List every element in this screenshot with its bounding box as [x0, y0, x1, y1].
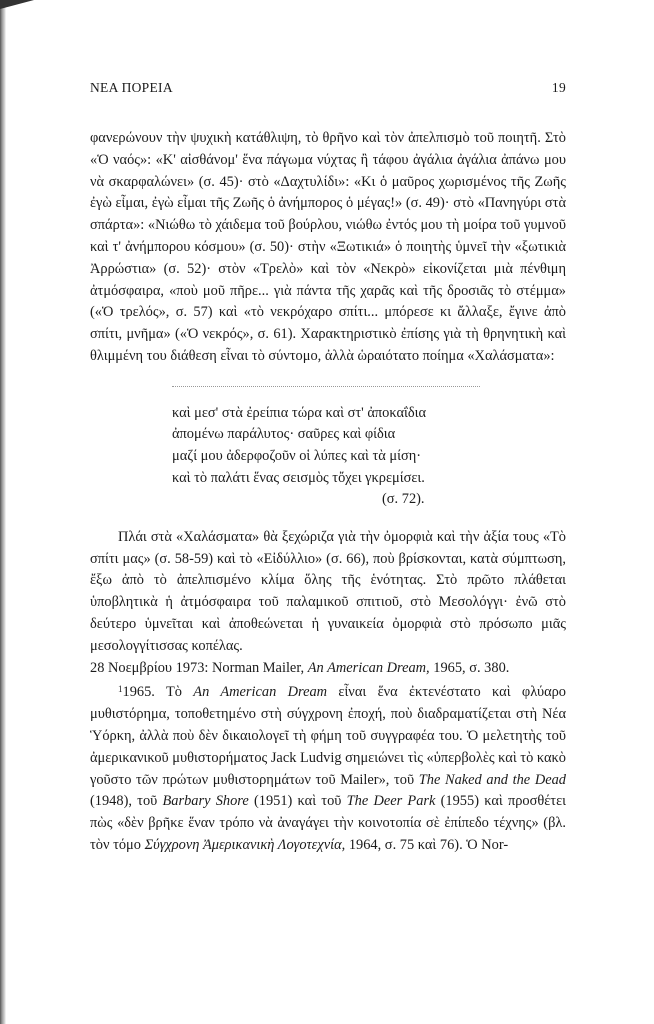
poem-line: ἀπομένω παράλυτος· σαῦρες καὶ φίδια [172, 426, 396, 443]
poem-line: καὶ τὸ παλάτι ἕνας σεισμὸς τὄχει γκρεμίσει. [172, 469, 425, 486]
footnote-italic: Barbary Shore [162, 793, 249, 810]
footnote-marker: 1 [118, 684, 123, 695]
page-number: 19 [551, 80, 566, 95]
footnote-italic: The Naked and the Dead [418, 771, 567, 788]
poem-line: καὶ μεσ' στὰ ἐρείπια τώρα καὶ στ' ἀποκαΐδια [172, 404, 427, 421]
paragraph-continued: φανερώνουν τὴν ψυχικὴ κατάθλιψη, τὸ θρῆνο καὶ τὸν ἀπελπισμὸ τοῦ ποιητῆ. Στὸ «Ὁ ναός»: «Κ' αἰσθάνομ' ἕνα πάγωμα νύχτας ἢ τάφου ἀγάλια ἀγάλια ἀπάνω μου νὰ σκαρφαλώνει» (σ. 45)· στὸ «Δαχτυλίδι»: «Κι ὁ μαῦρος χωρισμένος τῆς Ζωῆς ἐγὼ εἶμαι, ἐγὼ εἶμαι τῆς Ζωῆς ὁ ἀνήμπορος ὁ μέγας!» (σ. 49)· στὸ «Πανηγύρι στὰ σπάρτα»: «Νιώθω τὸ χάιδεμα τοῦ βούρλου, νιώθω ἐντός μου τὴ μοίρα τοῦ γυμνοῦ καὶ τ' ἀνήμπορου κόσμου» (σ. 50)· στὴν «Ξωτικιά» ὁ ποιητὴς ὑμνεῖ τὴν «ξωτικιὰ Ἀρρώστια» (σ. 52)· στὸν «Τρελὸ» καὶ τὸν «Νεκρὸ» εἰκονίζεται μιὰ πένθιμη ἀτμόσφαιρα, «ποὺ μοῦ πῆρε... γιὰ πάντα τῆς χαρᾶς καὶ τῆς δροσιᾶς τὸ στέμμα» («Ὁ τρελός», σ. 57) καὶ «τὸ νεκρόχαρο σπίτι... μπόρεσε κι ἄλλαξε, ἔγινε ἀπὸ σπίτι, μνῆμα» («Ὁ νεκρός», σ. 61). Χαρακτηριστικὸ ἐπίσης γιὰ τὴ θρηνητικὴ καὶ θλιμμένη του διάθεση εἶναι τὸ σύντομο, ἀλλὰ ὡραιότατο ποίημα «Χαλάσματα»: [90, 130, 566, 364]
footnote [90, 679, 566, 856]
footnote-italic: Σύγχρονη Ἀμερικανικὴ Λογοτεχνία, [144, 836, 346, 853]
footnote-text: 1965. Τὸ [122, 684, 194, 701]
poem-citation: (σ. 72). [382, 491, 425, 508]
paragraph: Πλάι στὰ «Χαλάσματα» θὰ ξεχώριζα γιὰ τὴν ὀμορφιὰ καὶ τὴν ἀξία τους «Τὸ σπίτι μας» (σ. 58-59) καὶ τὸ «Εἰδύλλιο» (σ. 66), ποὺ βρίσκονται, κατὰ σύμπτωση, ἔξω ἀπὸ τὸ ἀπελπισμένο κλίμα ὅλης τῆς ἑνότητας. Στὸ πρῶτο πλάθεται ὑποβλητικὰ ἡ ἀτμόσφαιρα τοῦ παλαμικοῦ σπιτιοῦ, στὸ Μεσολόγγι· ἐνῶ στὸ δεύτερο ὑμνεῖται καὶ ἀποθεώνεται ἡ γυναικεία ὀμορφιὰ στὸ πρόσωπο μιᾶς μεσολογγίτισσας κοπέλας. [90, 528, 566, 654]
poem-line: μαζί μου ἀδερφοζοῦν οἱ λύπες καὶ τὰ μίση· [172, 447, 422, 464]
footnote-italic: An American Dream [193, 684, 328, 701]
entry-rest: 1965, σ. 380. [429, 659, 510, 676]
footnote-text: (1951) καὶ τοῦ [248, 793, 347, 810]
entry-book-title: An American Dream, [307, 659, 430, 676]
footnote-italic: The Deer Park [346, 793, 436, 810]
footnote-text: 1964, σ. 75 καὶ 76). Ὁ Nor- [345, 836, 509, 853]
poem-quote [172, 386, 480, 511]
running-title: ΝΕΑ ΠΟΡΕΙΑ [90, 80, 173, 95]
diary-entry-heading [90, 658, 566, 680]
body-text [90, 128, 566, 857]
footnote-text: εἶναι ἕνα ἐκτενέστατο καὶ φλύαρο μυθιστόρημα, τοποθετημένο στὴ σύγχρονη ἐποχή, ποὺ διαδραματίζεται στὴ Νέα Ὑόρκη, ἀλλὰ ποὺ δὲν δικαιολογεῖ τὴ φήμη τοῦ συγγραφέα του. Ὁ μελετητὴς τοῦ ἀμερικανικοῦ μυθιστορήματος Jack Ludvig σημειώνει τὶς «ὑπερβολὲς καὶ τὸ κακὸ γοῦστο τῶν πρώτων μυθιστορημάτων τοῦ Mailer», τοῦ [90, 684, 566, 788]
footnote-text: (1955) καὶ προσθέτει πὼς «δὲν βρῆκε ἕναν τρόπο νὰ ἀναγάγει τὴν κοινοτοπία σὲ ἐπίπεδο τέχνης» (βλ. τὸν τόμο [90, 793, 566, 853]
entry-date: 28 Νοεμβρίου 1973: Norman Mailer, [90, 659, 308, 676]
footnote-text: (1948), τοῦ [90, 793, 163, 810]
